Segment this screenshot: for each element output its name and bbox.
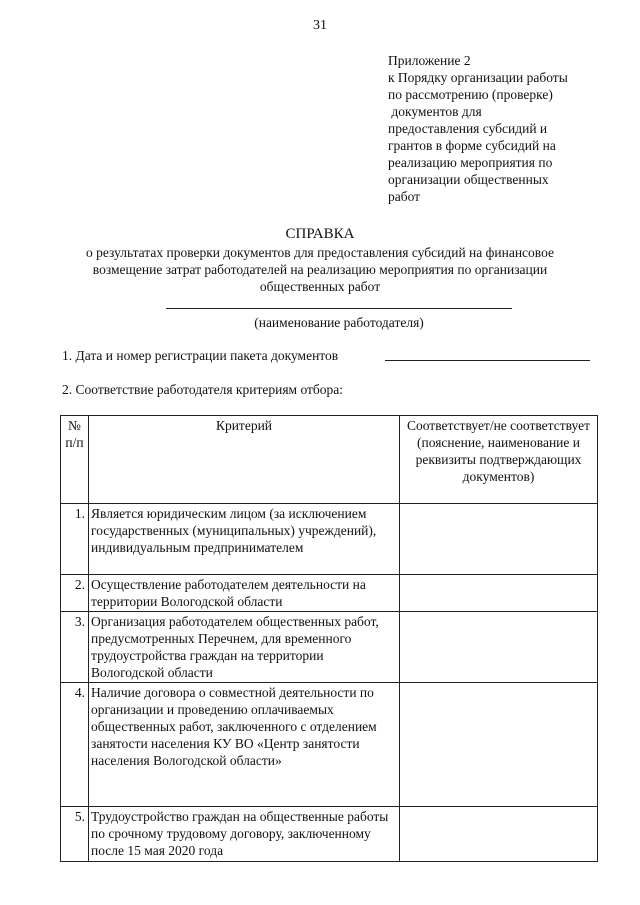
document-title: СПРАВКА	[285, 226, 355, 242]
appendix-line: предоставления субсидий и	[388, 121, 548, 136]
row-criterion: Трудоустройство граждан на общественные работы по срочному трудовому договору, заключенному после 15 мая 2020 года	[89, 807, 400, 862]
appendix-line: Приложение 2	[388, 53, 471, 68]
appendix-line: реализацию мероприятия по	[388, 155, 553, 170]
table-row	[61, 683, 598, 807]
criteria-table	[60, 415, 598, 862]
row-compliance	[400, 683, 598, 807]
appendix-line: документов для	[388, 104, 482, 119]
criteria-item: 2. Соответствие работодателя критериям отбора:	[62, 382, 344, 397]
row-compliance	[400, 575, 598, 612]
header-criterion: Критерий	[89, 416, 400, 504]
row-num: 2.	[61, 575, 89, 612]
table-header-row	[61, 416, 598, 504]
document-subtitle	[40, 244, 600, 295]
row-compliance	[400, 807, 598, 862]
table-row	[61, 807, 598, 862]
row-criterion: Наличие договора о совместной деятельности по организации и проведению оплачиваемых общественных работ, заключенного с отделением занятости населения КУ ВО «Центр занятости населения Вологодской области»	[89, 683, 400, 807]
header-num: № п/п	[61, 416, 89, 504]
appendix-line: по рассмотрению (проверке)	[388, 87, 553, 102]
row-compliance	[400, 504, 598, 575]
appendix-line: работ	[388, 189, 421, 204]
appendix-line: грантов в форме субсидий на	[388, 138, 556, 153]
table-row	[61, 504, 598, 575]
subtitle-line: общественных работ	[259, 279, 381, 294]
appendix-line: организации общественных	[388, 172, 549, 187]
page-number: 31	[313, 18, 327, 33]
employer-caption: (наименование работодателя)	[254, 315, 424, 330]
registration-item: 1. Дата и номер регистрации пакета документов	[62, 348, 339, 363]
row-criterion: Является юридическим лицом (за исключением государственных (муниципальных) учреждений), индивидуальным предпринимателем	[89, 504, 400, 575]
appendix-block	[388, 52, 608, 205]
row-criterion: Организация работодателем общественных работ, предусмотренных Перечнем, для временного трудоустройства граждан на территории Вологодской области	[89, 612, 400, 683]
employer-name-line	[166, 308, 512, 309]
subtitle-line: возмещение затрат работодателей на реализацию мероприятия по организации	[92, 262, 548, 277]
row-compliance	[400, 612, 598, 683]
header-compliance: Соответствует/не соответствует (пояснение, наименование и реквизиты подтверждающих документов)	[400, 416, 598, 504]
table-row	[61, 612, 598, 683]
registration-fill-line	[385, 360, 590, 361]
row-num: 1.	[61, 504, 89, 575]
table-row	[61, 575, 598, 612]
row-criterion: Осуществление работодателем деятельности на территории Вологодской области	[89, 575, 400, 612]
row-num: 4.	[61, 683, 89, 807]
row-num: 3.	[61, 612, 89, 683]
appendix-line: к Порядку организации работы	[388, 70, 568, 85]
row-num: 5.	[61, 807, 89, 862]
subtitle-line: о результатах проверки документов для предоставления субсидий на финансовое	[85, 245, 554, 260]
